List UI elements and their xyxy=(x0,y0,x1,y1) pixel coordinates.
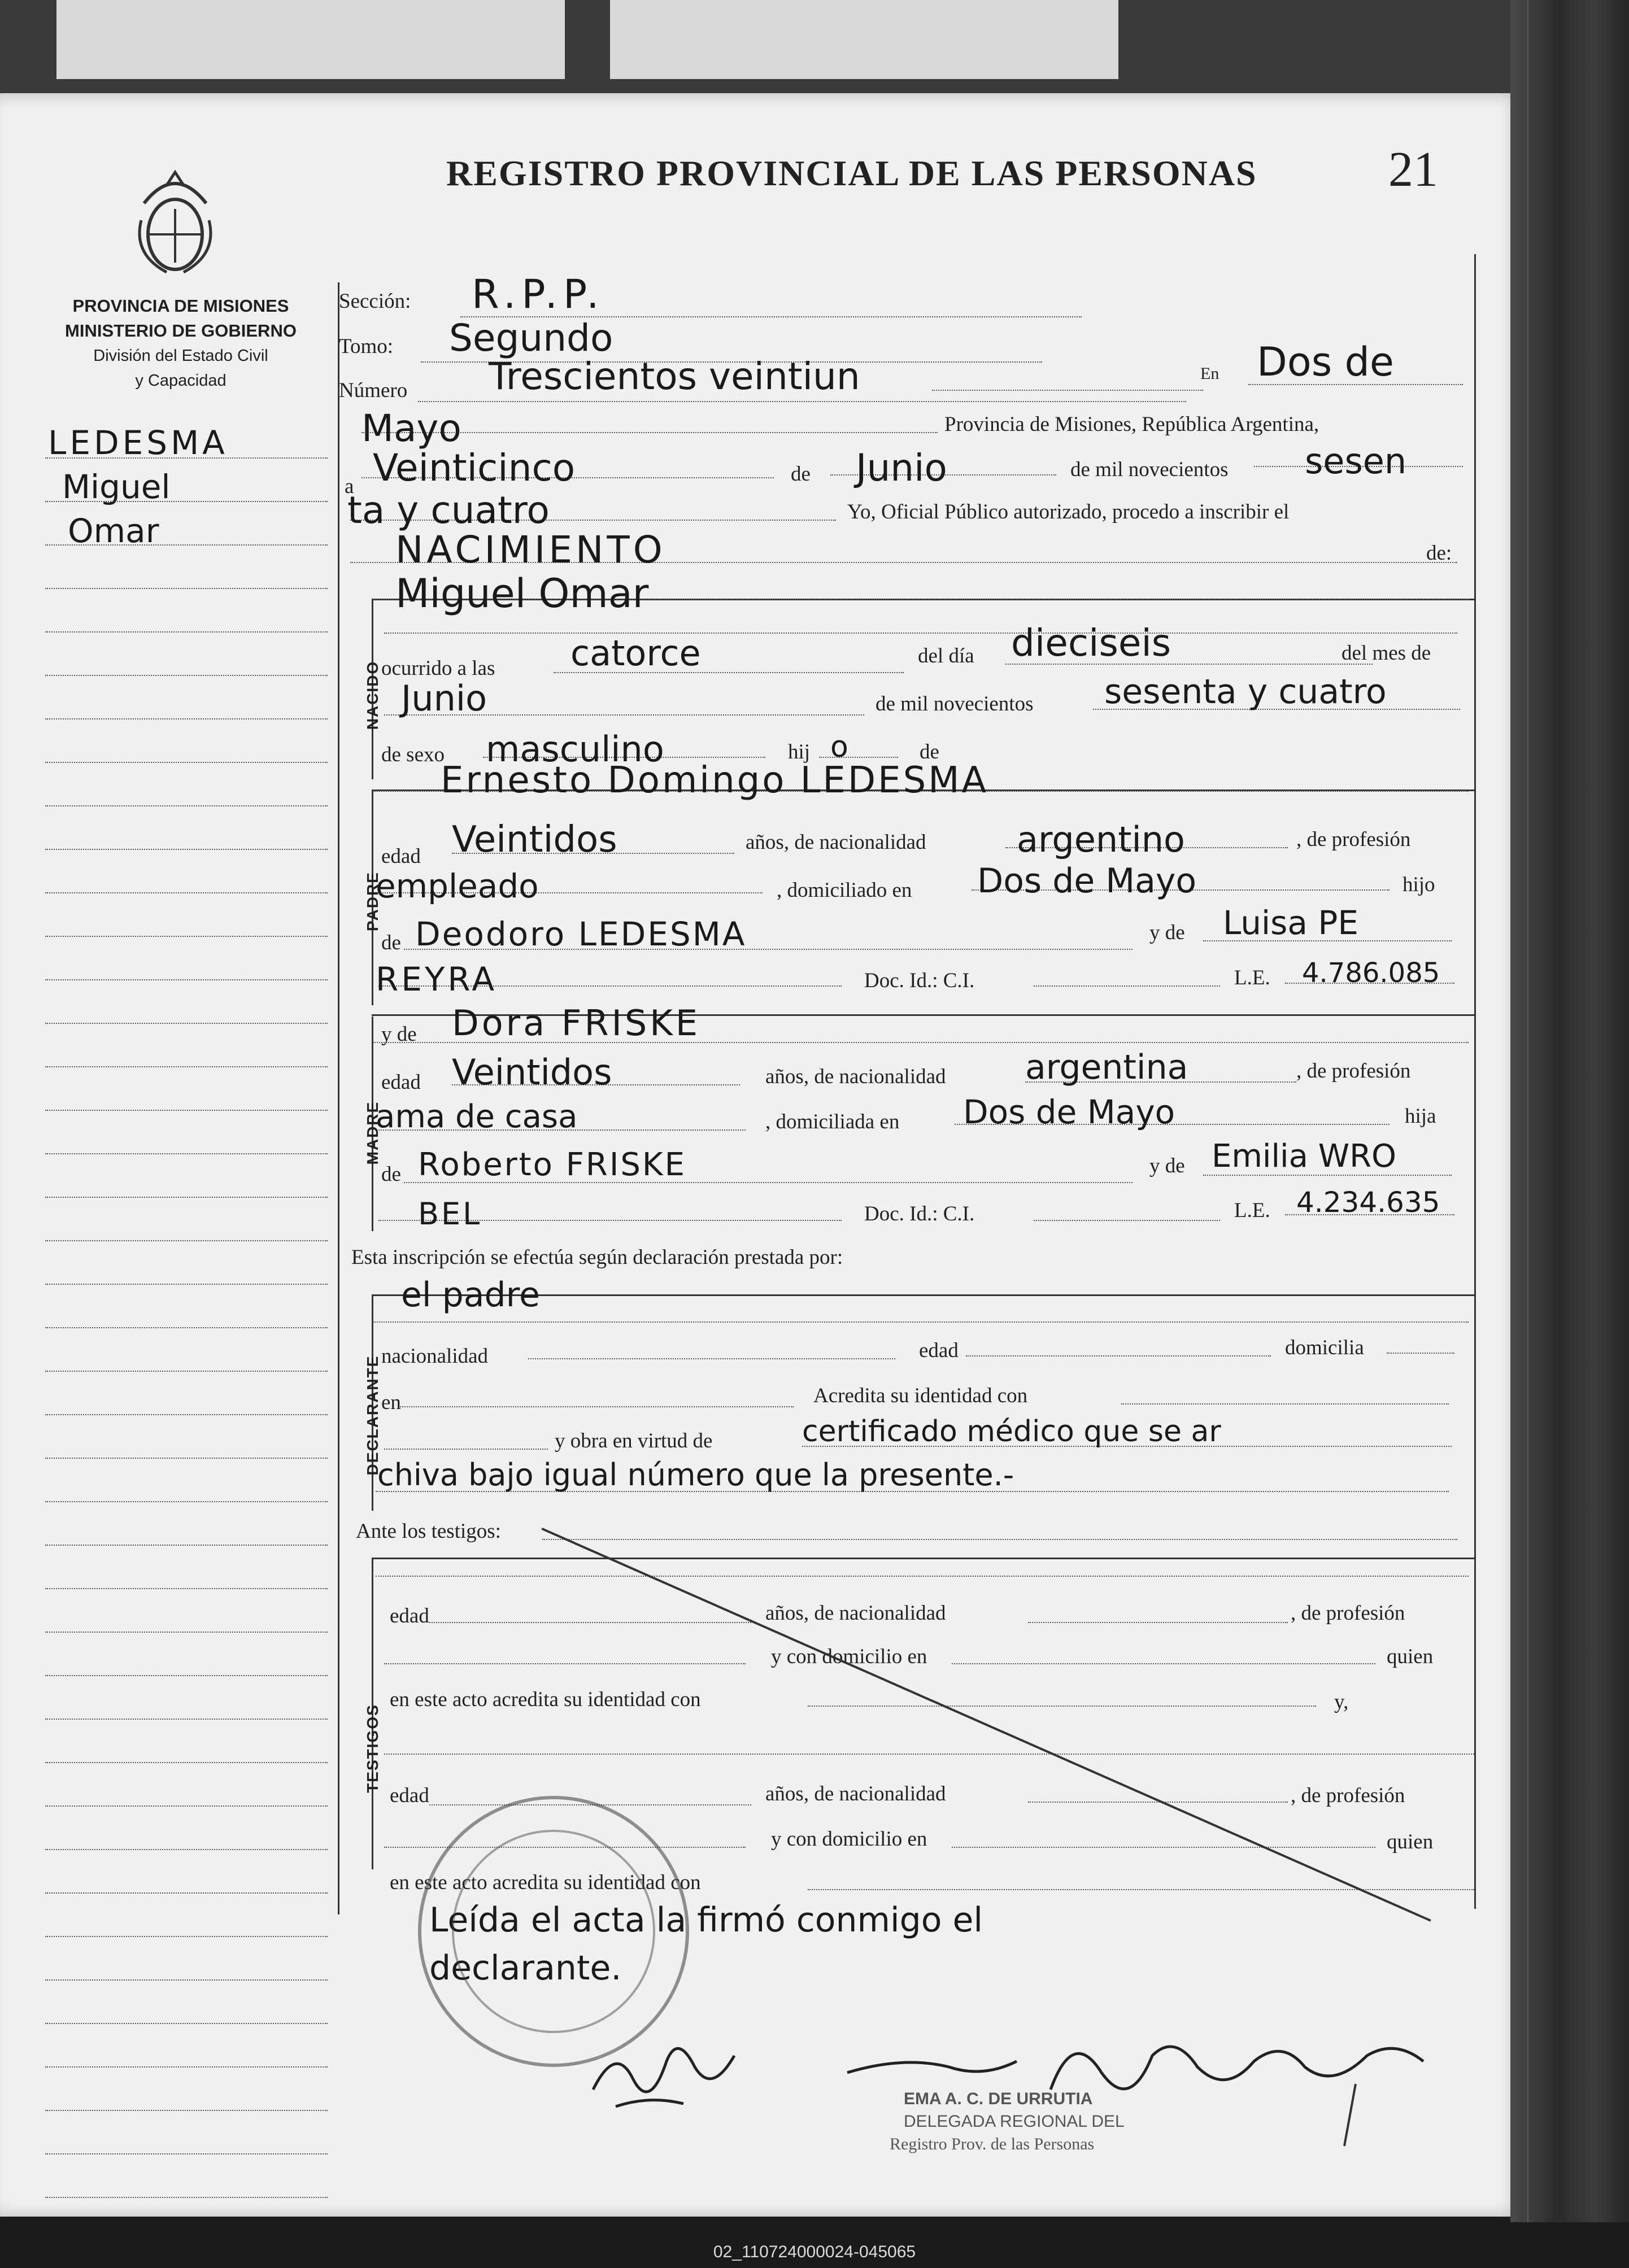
hw-obra-1: certificado médico que se ar xyxy=(802,1415,1221,1449)
margin-second-name: Omar xyxy=(68,512,159,550)
label-padre-le: L.E. xyxy=(1234,966,1270,989)
label-sexo: de sexo xyxy=(381,743,445,766)
margin-rule xyxy=(45,849,328,850)
margin-rule xyxy=(45,805,328,806)
stamp-line-3: Registro Prov. de las Personas xyxy=(890,2135,1095,2153)
label-declarante-obra: y obra en virtud de xyxy=(555,1429,713,1453)
margin-rule xyxy=(45,1501,328,1502)
label-declarante-en: en xyxy=(381,1391,401,1414)
label-padre-de: de xyxy=(381,931,401,954)
label-del-dia: del día xyxy=(918,644,974,668)
label-a: a xyxy=(345,475,354,498)
label-del-mes: del mes de xyxy=(1341,642,1431,665)
label-testigo1-edad: edad xyxy=(390,1604,429,1628)
office-division-2: y Capacidad xyxy=(135,372,227,390)
fill-in-rule xyxy=(384,1754,1474,1755)
margin-rule xyxy=(45,1240,328,1241)
side-label-declarante: DECLARANTE xyxy=(364,1355,381,1476)
margin-rule xyxy=(45,2110,328,2111)
label-de-padres: de xyxy=(920,740,939,764)
fill-in-rule xyxy=(1121,1403,1449,1405)
label-de-mil-2: de mil novecientos xyxy=(876,692,1034,716)
hw-seccion: R.P.P. xyxy=(472,271,605,317)
stamp-line-2: DELEGADA REGIONAL DEL xyxy=(904,2112,1125,2131)
label-testigo2-edad: edad xyxy=(390,1784,429,1807)
hw-declarante: el padre xyxy=(401,1275,540,1315)
margin-rule xyxy=(45,1066,328,1067)
hw-acto: NACIMIENTO xyxy=(395,528,666,572)
margin-rule xyxy=(45,1371,328,1372)
hw-abuela-paterna-2: REYRA xyxy=(376,960,498,998)
label-testigo1-domicilio: y con domicilio en xyxy=(771,1645,927,1668)
fill-in-rule xyxy=(384,1663,746,1664)
hw-cierre-1: Leída el acta la firmó conmigo el xyxy=(429,1900,983,1940)
margin-rule xyxy=(45,1458,328,1459)
hw-anio-2: ta y cuatro xyxy=(347,489,550,532)
label-de-mil: de mil novecientos xyxy=(1070,458,1229,481)
hw-madre-domicilio: Dos de Mayo xyxy=(963,1093,1175,1131)
hw-lugar-2: Mayo xyxy=(361,407,461,450)
side-label-testigos: TESTIGOS xyxy=(364,1704,381,1793)
label-madre-nacionalidad: años, de nacionalidad xyxy=(765,1065,946,1088)
label-testigo2-acredita: en este acto acredita su identidad con xyxy=(390,1871,701,1894)
label-padre-y-de: y de xyxy=(1149,921,1185,944)
fill-in-rule xyxy=(528,1358,895,1359)
form-right-border xyxy=(1474,254,1476,1909)
label-madre-docid: Doc. Id.: C.I. xyxy=(864,1202,975,1225)
label-madre-domicilio: , domiciliada en xyxy=(765,1110,900,1133)
page-edge xyxy=(56,0,565,79)
form-left-border xyxy=(338,282,339,1914)
margin-rule xyxy=(45,979,328,980)
fill-in-rule xyxy=(373,1321,1469,1323)
hw-abuela-materna-2: BEL xyxy=(418,1196,482,1232)
label-yo-oficial: Yo, Oficial Público autorizado, procedo a inscribir el xyxy=(847,500,1290,524)
office-header xyxy=(23,294,339,393)
hw-obra-2: chiva bajo igual número que la presente.- xyxy=(377,1457,1014,1493)
fill-in-rule xyxy=(808,1706,1316,1707)
margin-rule xyxy=(45,1023,328,1024)
hw-dia-nac: dieciseis xyxy=(1011,621,1171,665)
margin-rule xyxy=(45,1153,328,1154)
margin-rule xyxy=(45,1414,328,1415)
hw-padre-domicilio: Dos de Mayo xyxy=(977,861,1197,901)
label-ante-testigos: Ante los testigos: xyxy=(356,1520,501,1543)
label-declarante-domicilia: domicilia xyxy=(1285,1336,1364,1359)
hw-lugar-1: Dos de xyxy=(1257,339,1394,385)
page-edge xyxy=(610,0,1118,79)
fill-in-rule xyxy=(384,633,1457,634)
page-heading: REGISTRO PROVINCIAL DE LAS PERSONAS xyxy=(446,153,1257,193)
margin-surname: LEDESMA xyxy=(48,424,228,462)
hw-madre-nacionalidad: argentina xyxy=(1025,1048,1188,1087)
margin-rule xyxy=(45,1979,328,1981)
label-padre-domicilio: , domiciliado en xyxy=(777,879,912,902)
image-footer xyxy=(0,2222,1629,2268)
label-padre-docid: Doc. Id.: C.I. xyxy=(864,969,975,992)
hw-sexo: masculino xyxy=(486,729,664,770)
margin-rule xyxy=(45,1545,328,1546)
side-label-madre: MADRE xyxy=(364,1101,381,1165)
label-padre-profesion: , de profesión xyxy=(1296,828,1411,851)
margin-rule xyxy=(45,892,328,893)
label-testigo2-nacionalidad: años, de nacionalidad xyxy=(765,1782,946,1805)
hw-madre-profesion: ama de casa xyxy=(376,1098,578,1135)
page-number: 21 xyxy=(1388,142,1438,197)
hw-padre-le: 4.786.085 xyxy=(1302,957,1440,989)
official-seal-inner xyxy=(452,1830,655,2033)
label-en: En xyxy=(1200,364,1219,383)
hw-numero: Trescientos veintiun xyxy=(489,355,860,398)
label-inscripcion: Esta inscripción se efectúa según declaración prestada por: xyxy=(351,1246,843,1269)
fill-in-rule xyxy=(1387,1353,1454,1354)
book-top-frame xyxy=(0,0,1629,107)
label-testigo2-domicilio: y con domicilio en xyxy=(771,1828,927,1851)
label-testigo1-nacionalidad: años, de nacionalidad xyxy=(765,1602,946,1625)
signature-declarante-icon xyxy=(582,2010,768,2118)
testigos-top-rule xyxy=(372,1558,1474,1559)
hw-padre-edad: Veintidos xyxy=(452,819,617,861)
office-province: PROVINCIA DE MISIONES xyxy=(72,296,289,316)
fill-in-rule xyxy=(542,1539,1457,1540)
hw-abuelo-materno: Roberto FRISKE xyxy=(418,1146,686,1183)
label-testigo1-profesion: , de profesión xyxy=(1291,1602,1405,1625)
margin-rule xyxy=(45,588,328,589)
margin-rule xyxy=(45,501,328,502)
hw-cierre-2: declarante. xyxy=(429,1948,622,1988)
fill-in-rule xyxy=(1203,1175,1452,1176)
hw-madre-le: 4.234.635 xyxy=(1296,1186,1440,1219)
label-padre-edad: edad xyxy=(381,845,421,868)
label-madre-edad: edad xyxy=(381,1071,421,1094)
fill-in-rule xyxy=(418,401,1186,402)
book-spine xyxy=(1510,0,1629,2268)
label-madre-y-de: y de xyxy=(1149,1154,1185,1177)
label-de-acto: de: xyxy=(1426,542,1452,565)
label-testigo2-quien: quien xyxy=(1387,1830,1434,1853)
hw-tomo: Segundo xyxy=(449,316,613,360)
hw-anio-1: sesen xyxy=(1305,440,1407,482)
label-madre-hija: hija xyxy=(1405,1105,1436,1128)
margin-rule xyxy=(45,2153,328,2154)
office-division: División del Estado Civil xyxy=(93,347,268,365)
margin-rule xyxy=(45,762,328,763)
stamp-line-1: EMA A. C. DE URRUTIA xyxy=(904,2090,1093,2108)
hw-dia: Veinticinco xyxy=(373,446,576,490)
margin-rule xyxy=(45,1197,328,1198)
fill-in-rule xyxy=(1034,1220,1220,1221)
hw-hijo-suffix: o xyxy=(830,730,848,764)
margin-rule xyxy=(45,2197,328,2198)
margin-rule xyxy=(45,1110,328,1111)
margin-rule xyxy=(45,936,328,937)
fill-in-rule xyxy=(808,1889,1474,1890)
coat-of-arms-icon xyxy=(133,169,217,277)
margin-rule xyxy=(45,1892,328,1894)
fill-in-rule xyxy=(1028,1622,1288,1623)
margin-rule xyxy=(45,1936,328,1937)
label-declarante-nacionalidad: nacionalidad xyxy=(381,1345,489,1368)
fill-in-rule xyxy=(398,1406,794,1407)
margin-rule xyxy=(45,1719,328,1720)
label-madre-le: L.E. xyxy=(1234,1199,1270,1222)
fill-in-rule xyxy=(966,1355,1271,1357)
fill-in-rule xyxy=(429,1622,751,1623)
margin-rule xyxy=(45,1632,328,1633)
hw-hora: catorce xyxy=(570,633,701,674)
office-ministry: MINISTERIO DE GOBIERNO xyxy=(65,321,297,341)
margin-rule xyxy=(45,718,328,719)
label-testigo2-profesion: , de profesión xyxy=(1291,1784,1405,1807)
side-label-nacido: NACIDO xyxy=(364,660,381,730)
label-madre-profesion: , de profesión xyxy=(1296,1059,1411,1083)
margin-first-name: Miguel xyxy=(62,468,171,506)
label-declarante-edad: edad xyxy=(919,1339,959,1362)
hw-mes: Junio xyxy=(856,446,947,490)
spine-stitch xyxy=(1527,0,1528,2268)
signature-oficial-icon xyxy=(836,2022,1486,2152)
hw-abuela-paterna-1: Luisa PE xyxy=(1223,904,1358,942)
label-testigo1-quien: quien xyxy=(1387,1645,1434,1668)
side-label-padre: PADRE xyxy=(364,871,381,931)
margin-rule xyxy=(45,1284,328,1285)
hw-abuelo-paterno: Deodoro LEDESMA xyxy=(415,915,747,953)
fill-in-rule xyxy=(376,1576,1469,1577)
fill-in-rule xyxy=(952,1663,1375,1664)
margin-rule xyxy=(45,1849,328,1850)
footer-filename: 02_110724000024-045065 xyxy=(713,2243,916,2261)
margin-rule xyxy=(45,675,328,676)
label-provincia: Provincia de Misiones, República Argentina, xyxy=(944,413,1319,436)
margin-rule xyxy=(45,2066,328,2068)
margin-rule xyxy=(45,544,328,546)
label-seccion: Sección: xyxy=(339,290,411,313)
margin-rule xyxy=(45,2023,328,2024)
label-testigo1-acredita: en este acto acredita su identidad con xyxy=(390,1688,701,1711)
hw-madre-edad: Veintidos xyxy=(452,1052,612,1093)
label-padre-hijo: hijo xyxy=(1402,873,1435,896)
label-de-mes: de xyxy=(791,463,811,486)
label-hijo: hij xyxy=(788,740,811,764)
hw-abuela-materna-1: Emilia WRO xyxy=(1212,1138,1397,1175)
hw-padre-profesion: empleado xyxy=(376,867,539,905)
hw-mes-nac: Junio xyxy=(401,678,487,719)
label-numero: Número xyxy=(339,379,408,402)
margin-rule xyxy=(45,457,328,459)
margin-rule xyxy=(45,631,328,633)
margin-rule xyxy=(45,1327,328,1328)
fill-in-rule xyxy=(932,390,1203,391)
hw-nombre: Miguel Omar xyxy=(395,570,649,617)
margin-rule xyxy=(45,1805,328,1807)
margin-rule xyxy=(45,1588,328,1589)
label-tomo: Tomo: xyxy=(339,335,394,358)
margin-rule xyxy=(45,1762,328,1763)
label-ocurrido: ocurrido a las xyxy=(381,657,495,680)
hw-padre-nacionalidad: argentino xyxy=(1017,819,1185,860)
label-declarante-acredita: Acredita su identidad con xyxy=(813,1384,1028,1407)
hw-madre-nombre: Dora FRISKE xyxy=(452,1002,701,1044)
margin-rule xyxy=(45,1675,328,1676)
label-madre-de: de xyxy=(381,1163,401,1186)
fill-in-rule xyxy=(1034,985,1220,987)
fill-in-rule xyxy=(384,1449,548,1450)
hw-anio-nac: sesenta y cuatro xyxy=(1104,672,1387,712)
label-testigo1-y: y, xyxy=(1334,1690,1349,1713)
hw-padre-nombre: Ernesto Domingo LEDESMA xyxy=(441,760,989,801)
label-padre-nacionalidad: años, de nacionalidad xyxy=(746,831,926,854)
fill-in-rule xyxy=(952,1847,1375,1848)
label-y-de-madre: y de xyxy=(381,1023,417,1046)
